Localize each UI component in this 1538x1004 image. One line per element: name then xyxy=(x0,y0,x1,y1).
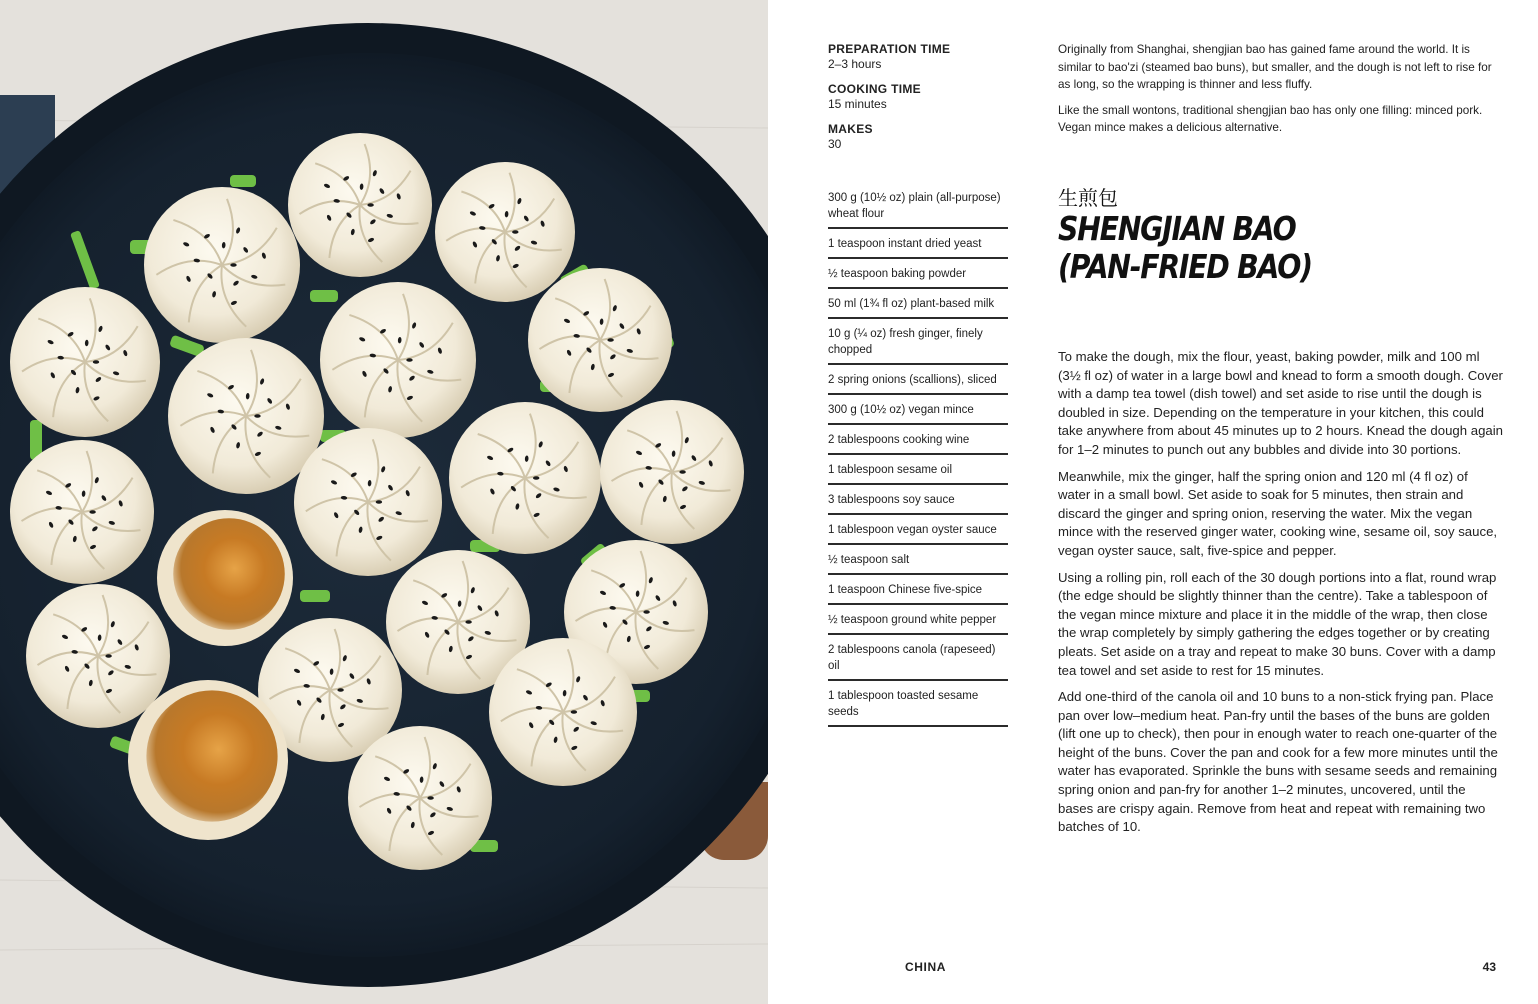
meta-value: 30 xyxy=(828,137,842,151)
steamed-bun xyxy=(600,400,744,544)
meta-value: 15 minutes xyxy=(828,97,887,111)
ingredient-item: ½ teaspoon baking powder xyxy=(828,265,1008,289)
meta-makes xyxy=(828,122,1028,152)
recipe-title-block xyxy=(1058,186,1498,286)
steamed-bun xyxy=(348,726,492,870)
fried-bun xyxy=(128,680,288,840)
recipe-page xyxy=(768,0,1538,1004)
steamed-bun xyxy=(528,268,672,412)
ingredient-item: 1 tablespoon sesame oil xyxy=(828,461,1008,485)
steamed-bun xyxy=(144,187,300,343)
meta-cook-time xyxy=(828,82,1028,112)
steamed-bun xyxy=(10,440,154,584)
ingredient-item: 1 tablespoon toasted sesame seeds xyxy=(828,687,1008,727)
intro-paragraph: Like the small wontons, traditional shengjian bao has only one filling: minced pork. Vegan mince makes a delicious alternative. xyxy=(1058,103,1483,134)
ingredient-item: 3 tablespoons soy sauce xyxy=(828,491,1008,515)
steamed-bun xyxy=(168,338,324,494)
recipe-title-line-2: (PAN-FRIED BAO) xyxy=(1058,247,1312,286)
ingredient-item: ½ teaspoon salt xyxy=(828,551,1008,575)
method-step: Add one-third of the canola oil and 10 buns to a non-stick frying pan. Place pan over low–medium heat. Pan-fry until the bases of the buns are golden (lift one up to check), then pour in enough water to reach one-quarter of the height of the buns. Cover the pan and cook for a few more minutes until the water has evaporated. Sprinkle the buns with sesame seeds and remaining spring onion and pan-fry for another 1–2 minutes, uncovered, until the bases are crispy again. Remove from heat and repeat with remaining two batches of 10. xyxy=(1058,689,1498,835)
steamed-bun xyxy=(26,584,170,728)
steamed-bun xyxy=(449,402,601,554)
intro-paragraph: Originally from Shanghai, shengjian bao has gained fame around the world. It is similar to bao'zi (steamed bao buns), but smaller, and the dough is not left to rise for as long, so the wrapping is thinner and less fluffy. xyxy=(1058,43,1492,91)
page-number: 43 xyxy=(1482,960,1496,974)
meta-prep-time xyxy=(828,42,1028,72)
ingredient-item: 2 tablespoons cooking wine xyxy=(828,431,1008,455)
ingredient-item: 10 g (¼ oz) fresh ginger, finely chopped xyxy=(828,325,1008,365)
ingredient-item: 2 spring onions (scallions), sliced xyxy=(828,371,1008,395)
recipe-photo xyxy=(0,0,768,1004)
method-step: Using a rolling pin, roll each of the 30 dough portions into a flat, round wrap (the edge should be slightly thinner than the centre). Take a tablespoon of the vegan mince mixture and place it in the middle of the wrap, then close the wrap completely by simply gathering the edges together or by creating pleats. Set aside on a tray and repeat to make 30 buns. Cover with a damp tea towel and set aside to rest for 15 minutes. xyxy=(1058,569,1497,678)
meta-label: COOKING TIME xyxy=(828,82,921,96)
ingredient-item: 300 g (10½ oz) vegan mince xyxy=(828,401,1008,425)
steamed-bun xyxy=(10,287,160,437)
meta-value: 2–3 hours xyxy=(828,57,882,71)
meta-label: MAKES xyxy=(828,122,873,136)
chinese-title: 生煎包 xyxy=(1058,186,1118,210)
ingredient-item: 1 teaspoon Chinese five-spice xyxy=(828,581,1008,605)
ingredient-item: 300 g (10½ oz) plain (all-purpose) wheat flour xyxy=(828,189,1008,229)
steamed-bun xyxy=(294,428,442,576)
footer-section-label: CHINA xyxy=(905,960,946,974)
recipe-meta xyxy=(828,42,1028,162)
ingredient-item: ½ teaspoon ground white pepper xyxy=(828,611,1008,635)
steamed-bun xyxy=(288,133,432,277)
steamed-bun xyxy=(435,162,575,302)
ingredient-item: 1 tablespoon vegan oyster sauce xyxy=(828,521,1008,545)
ingredient-item: 50 ml (1¾ fl oz) plant-based milk xyxy=(828,295,1008,319)
method-text xyxy=(1058,348,1503,845)
meta-label: PREPARATION TIME xyxy=(828,42,951,56)
steamed-bun xyxy=(489,638,637,786)
ingredient-item: 1 teaspoon instant dried yeast xyxy=(828,235,1008,259)
fried-bun xyxy=(157,510,293,646)
intro-text xyxy=(1058,41,1498,145)
ingredient-item: 2 tablespoons canola (rapeseed) oil xyxy=(828,641,1008,681)
recipe-title-line-1: SHENGJIAN BAO xyxy=(1058,209,1296,248)
method-step: To make the dough, mix the flour, yeast, baking powder, milk and 100 ml (3½ fl oz) of water in a large bowl and knead to form a smooth dough. Cover with a damp tea towel (dish towel) and set aside to rise until the dough is doubled in size. Depending on the temperature in your kitchen, this could take anywhere from about 45 minutes up to 2 hours. Knead the dough again for 1–2 minutes to punch out any bubbles and divide into 30 portions. xyxy=(1058,349,1504,457)
steamed-bun xyxy=(320,282,476,438)
ingredient-list xyxy=(828,189,1008,733)
method-step: Meanwhile, mix the ginger, half the spring onion and 120 ml (4 fl oz) of water in a small bowl. Set aside to soak for 5 minutes, then strain and discard the ginger and spring onion, reserving the water. Mix the vegan mince with the reserved ginger water, cooking wine, sesame oil, soy sauce, vegan oyster sauce, salt, five-spice and pepper. xyxy=(1058,468,1498,558)
